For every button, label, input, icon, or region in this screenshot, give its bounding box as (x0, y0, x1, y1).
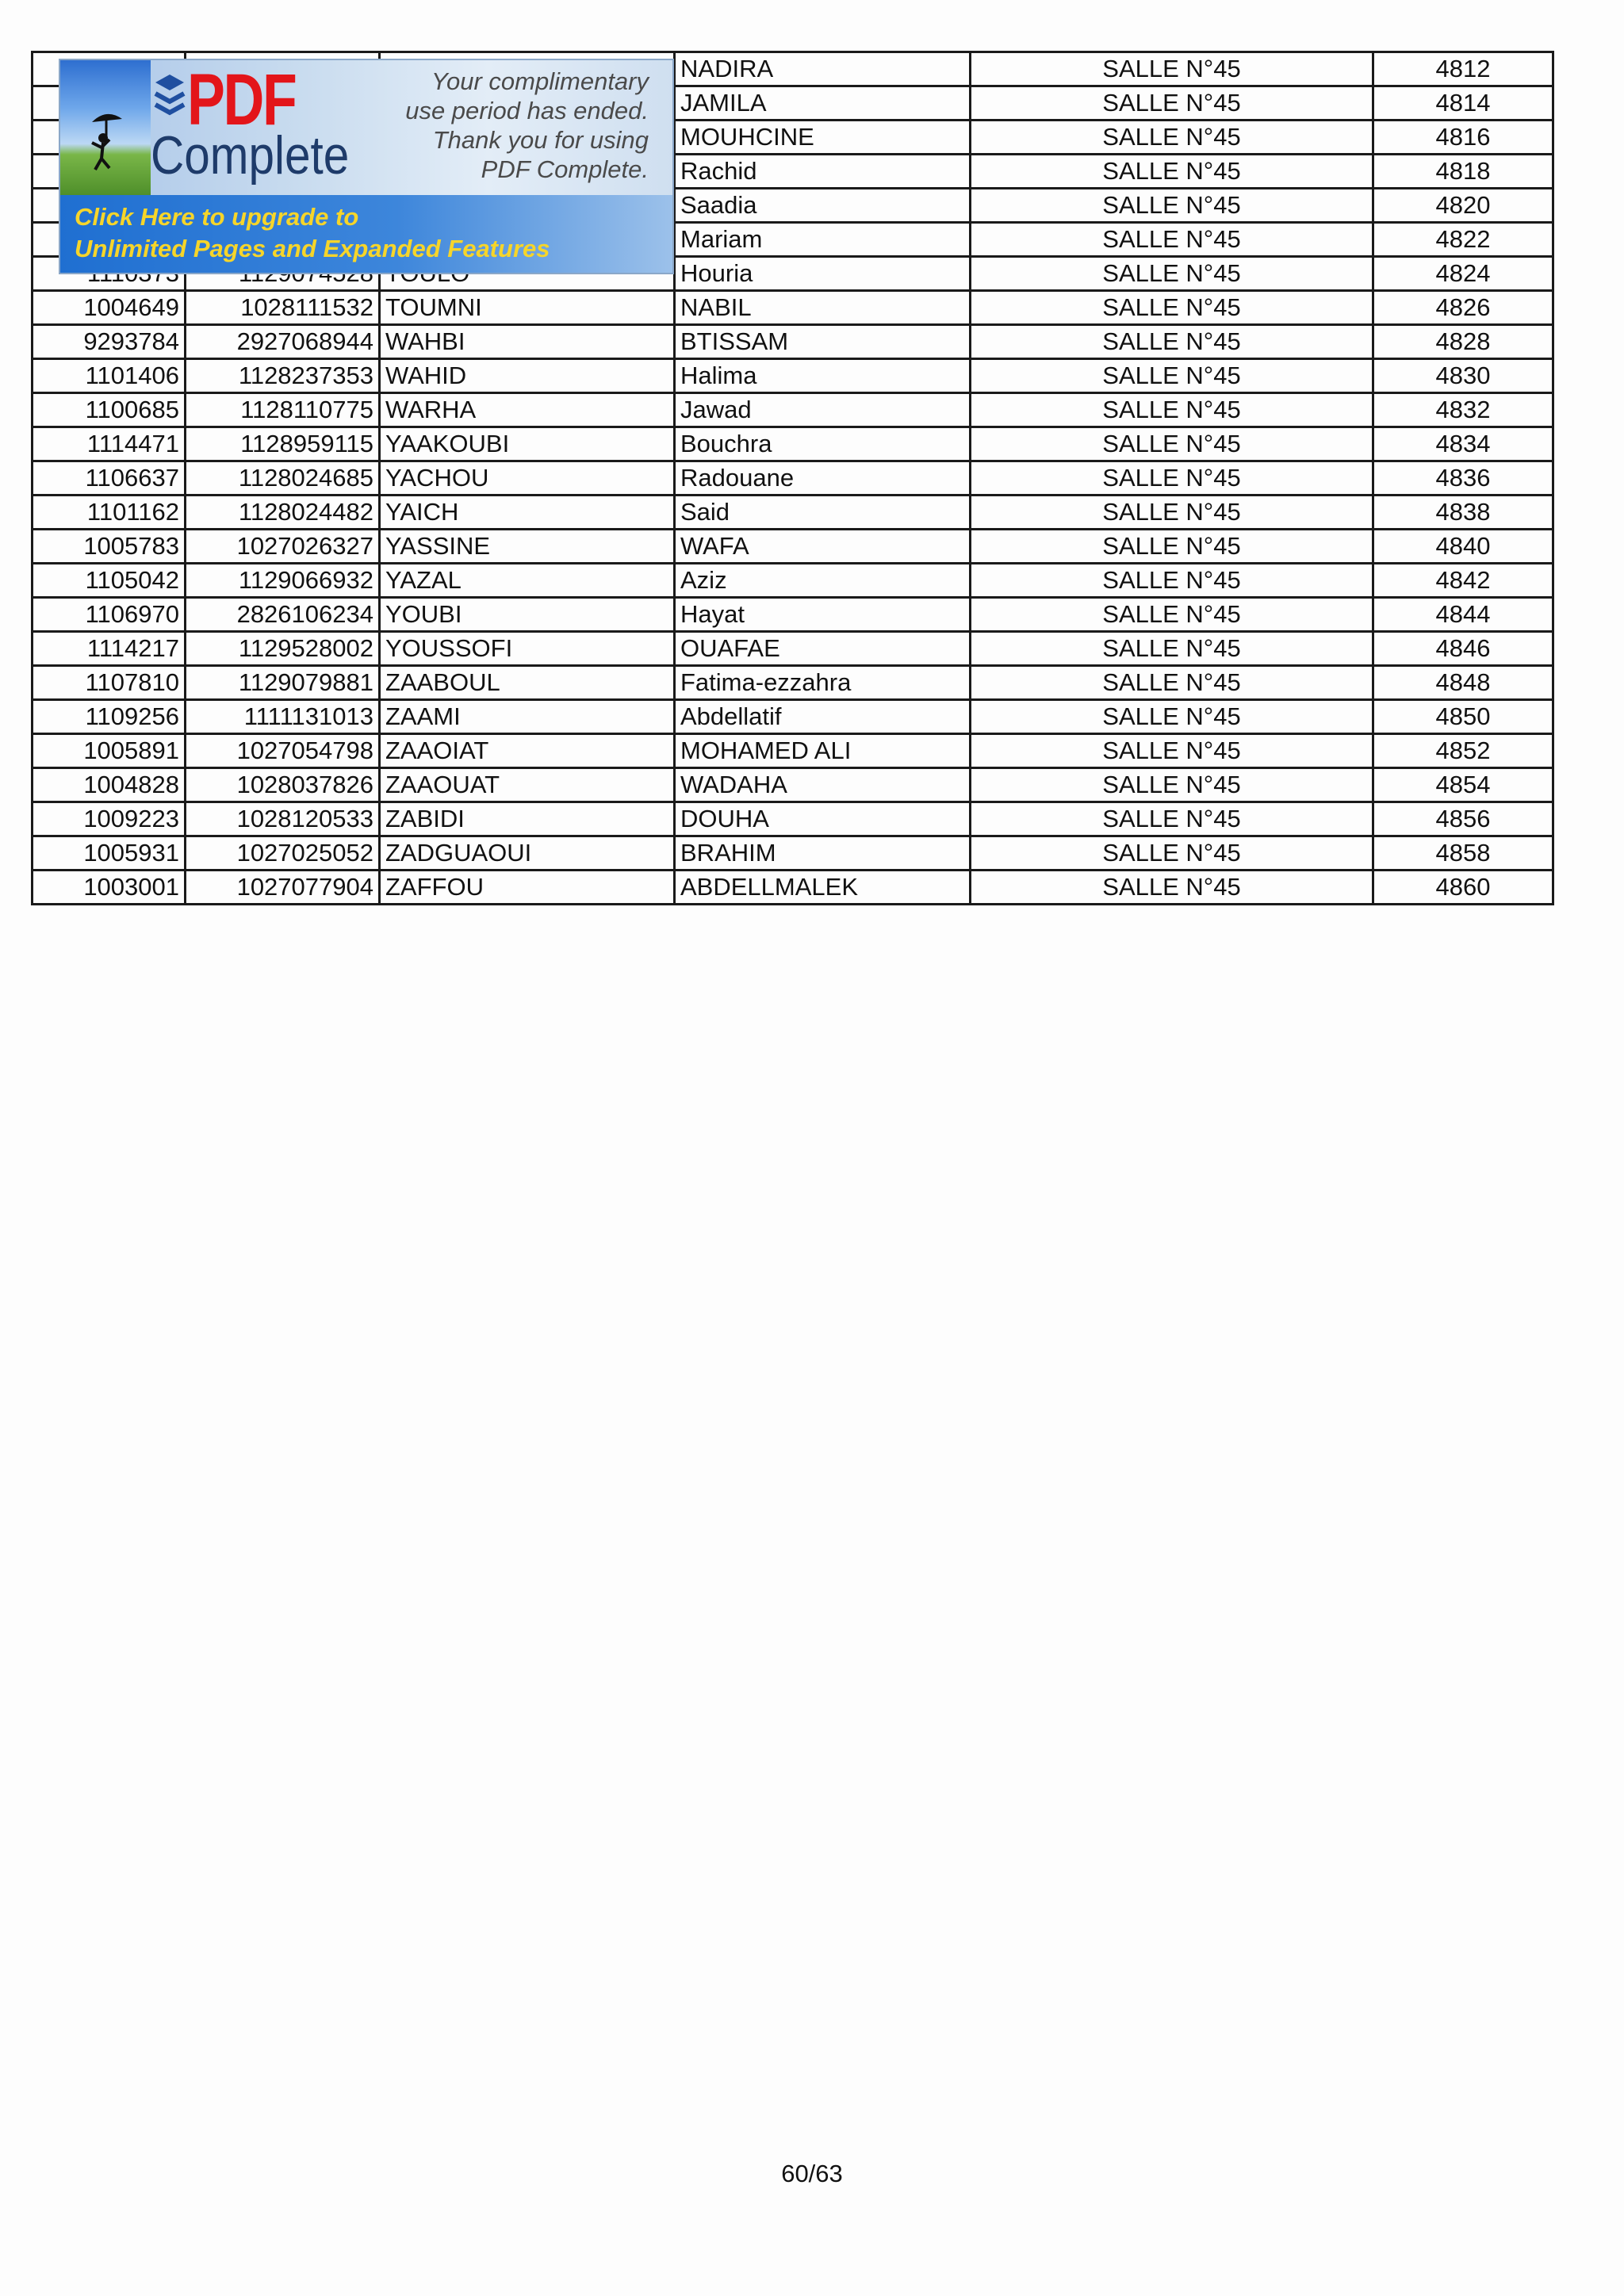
cell-number: 4826 (1373, 291, 1553, 325)
upgrade-link-line[interactable]: Click Here to upgrade to (75, 203, 359, 231)
table-row (33, 598, 1553, 632)
cell-last-name: ZAFFOU (380, 871, 675, 905)
cell-id: 1101406 (33, 359, 186, 393)
cell-code: 1129528002 (186, 632, 380, 666)
cell-id: 1114471 (33, 427, 186, 461)
cell-code: 1111131013 (186, 700, 380, 734)
cell-first-name: Halima (675, 359, 971, 393)
cell-room: SALLE N°45 (971, 632, 1373, 666)
cell-last-name: YAZAL (380, 564, 675, 598)
cell-first-name: Said (675, 496, 971, 530)
cell-number: 4820 (1373, 189, 1553, 223)
cell-first-name: ABDELLMALEK (675, 871, 971, 905)
cell-number: 4860 (1373, 871, 1553, 905)
cell-code: 2927068944 (186, 325, 380, 359)
cell-number: 4812 (1373, 52, 1553, 86)
table-row (33, 700, 1553, 734)
cell-id: 1005891 (33, 734, 186, 768)
cell-number: 4818 (1373, 155, 1553, 189)
cell-room: SALLE N°45 (971, 564, 1373, 598)
cell-last-name: YACHOU (380, 461, 675, 496)
cell-last-name: YAAKOUBI (380, 427, 675, 461)
cell-room: SALLE N°45 (971, 700, 1373, 734)
cell-code: 2826106234 (186, 598, 380, 632)
cell-code: 1128024482 (186, 496, 380, 530)
cell-room: SALLE N°45 (971, 530, 1373, 564)
layers-logo-icon (152, 71, 187, 124)
cell-first-name: Mariam (675, 223, 971, 257)
cell-id: 1004649 (33, 291, 186, 325)
cell-number: 4834 (1373, 427, 1553, 461)
cell-room: SALLE N°45 (971, 393, 1373, 427)
cell-last-name: ZADGUAOUI (380, 836, 675, 871)
cell-code: 1128959115 (186, 427, 380, 461)
cell-room: SALLE N°45 (971, 325, 1373, 359)
cell-first-name: BTISSAM (675, 325, 971, 359)
cell-room: SALLE N°45 (971, 52, 1373, 86)
cell-code: 1028037826 (186, 768, 380, 802)
cell-code: 1128110775 (186, 393, 380, 427)
cell-first-name: NABIL (675, 291, 971, 325)
banner-logo-complete: Complete (151, 125, 350, 186)
cell-code: 1027054798 (186, 734, 380, 768)
table-row (33, 734, 1553, 768)
cell-room: SALLE N°45 (971, 871, 1373, 905)
cell-first-name: MOHAMED ALI (675, 734, 971, 768)
cell-id: 1101162 (33, 496, 186, 530)
cell-first-name: MOUHCINE (675, 121, 971, 155)
cell-code: 1128024685 (186, 461, 380, 496)
cell-last-name: YOUSSOFI (380, 632, 675, 666)
banner-logo-pdf: PDF (187, 59, 296, 140)
cell-number: 4822 (1373, 223, 1553, 257)
cell-first-name: JAMILA (675, 86, 971, 121)
cell-first-name: OUAFAE (675, 632, 971, 666)
cell-first-name: BRAHIM (675, 836, 971, 871)
banner-message-line: Your complimentary (431, 67, 649, 95)
banner-message-line: Thank you for using (432, 126, 649, 154)
cell-code: 1027077904 (186, 871, 380, 905)
table-row (33, 871, 1553, 905)
table-row (33, 427, 1553, 461)
banner-message-line: use period has ended. (405, 97, 649, 124)
cell-last-name: WAHID (380, 359, 675, 393)
pdf-complete-upgrade-banner[interactable] (59, 59, 674, 274)
umbrella-jumper-image (60, 60, 151, 195)
cell-room: SALLE N°45 (971, 359, 1373, 393)
cell-number: 4856 (1373, 802, 1553, 836)
page-number: 60/63 (781, 2160, 843, 2187)
cell-first-name: Abdellatif (675, 700, 971, 734)
cell-number: 4844 (1373, 598, 1553, 632)
table-row (33, 496, 1553, 530)
cell-number: 4816 (1373, 121, 1553, 155)
upgrade-link-line[interactable]: Unlimited Pages and Expanded Features (75, 235, 550, 262)
cell-last-name: ZAAOIAT (380, 734, 675, 768)
cell-id: 1009223 (33, 802, 186, 836)
cell-room: SALLE N°45 (971, 598, 1373, 632)
cell-room: SALLE N°45 (971, 189, 1373, 223)
cell-first-name: Saadia (675, 189, 971, 223)
cell-number: 4840 (1373, 530, 1553, 564)
cell-first-name: Jawad (675, 393, 971, 427)
cell-room: SALLE N°45 (971, 496, 1373, 530)
cell-id: 1107810 (33, 666, 186, 700)
cell-first-name: Bouchra (675, 427, 971, 461)
cell-first-name: Hayat (675, 598, 971, 632)
cell-last-name: ZAABOUL (380, 666, 675, 700)
cell-last-name: ZABIDI (380, 802, 675, 836)
upgrade-link-area[interactable] (60, 195, 672, 274)
cell-number: 4836 (1373, 461, 1553, 496)
cell-number: 4848 (1373, 666, 1553, 700)
cell-code: 1028120533 (186, 802, 380, 836)
cell-last-name: ZAAOUAT (380, 768, 675, 802)
table-row (33, 325, 1553, 359)
cell-id: 1100685 (33, 393, 186, 427)
cell-first-name: WADAHA (675, 768, 971, 802)
cell-code: 1129066932 (186, 564, 380, 598)
cell-last-name: TOUMNI (380, 291, 675, 325)
cell-number: 4846 (1373, 632, 1553, 666)
cell-number: 4832 (1373, 393, 1553, 427)
cell-room: SALLE N°45 (971, 291, 1373, 325)
cell-room: SALLE N°45 (971, 257, 1373, 291)
banner-message (405, 67, 649, 184)
cell-number: 4852 (1373, 734, 1553, 768)
cell-first-name: Radouane (675, 461, 971, 496)
cell-id: 1005931 (33, 836, 186, 871)
cell-room: SALLE N°45 (971, 802, 1373, 836)
cell-code: 1129079881 (186, 666, 380, 700)
cell-code: 1027025052 (186, 836, 380, 871)
cell-last-name: YOUBI (380, 598, 675, 632)
cell-number: 4858 (1373, 836, 1553, 871)
cell-id: 1004828 (33, 768, 186, 802)
cell-room: SALLE N°45 (971, 121, 1373, 155)
cell-last-name: WARHA (380, 393, 675, 427)
table-row (33, 393, 1553, 427)
cell-id: 1003001 (33, 871, 186, 905)
cell-number: 4824 (1373, 257, 1553, 291)
cell-id: 1109256 (33, 700, 186, 734)
table-row (33, 530, 1553, 564)
cell-id: 1105042 (33, 564, 186, 598)
cell-code: 1128237353 (186, 359, 380, 393)
cell-first-name: NADIRA (675, 52, 971, 86)
cell-first-name: Rachid (675, 155, 971, 189)
cell-number: 4814 (1373, 86, 1553, 121)
cell-last-name: WAHBI (380, 325, 675, 359)
table-row (33, 564, 1553, 598)
table-row (33, 291, 1553, 325)
table-row (33, 359, 1553, 393)
cell-code: 1027026327 (186, 530, 380, 564)
cell-first-name: DOUHA (675, 802, 971, 836)
cell-code: 1028111532 (186, 291, 380, 325)
cell-first-name: WAFA (675, 530, 971, 564)
table-row (33, 836, 1553, 871)
cell-number: 4828 (1373, 325, 1553, 359)
cell-room: SALLE N°45 (971, 666, 1373, 700)
cell-id: 9293784 (33, 325, 186, 359)
cell-id: 1005783 (33, 530, 186, 564)
cell-room: SALLE N°45 (971, 427, 1373, 461)
cell-number: 4830 (1373, 359, 1553, 393)
cell-first-name: Aziz (675, 564, 971, 598)
cell-room: SALLE N°45 (971, 461, 1373, 496)
table-row (33, 802, 1553, 836)
cell-id: 1106637 (33, 461, 186, 496)
cell-last-name: YASSINE (380, 530, 675, 564)
cell-first-name: Fatima-ezzahra (675, 666, 971, 700)
cell-last-name: ZAAMI (380, 700, 675, 734)
cell-last-name: YAICH (380, 496, 675, 530)
cell-room: SALLE N°45 (971, 836, 1373, 871)
cell-number: 4842 (1373, 564, 1553, 598)
cell-id: 1106970 (33, 598, 186, 632)
table-row (33, 768, 1553, 802)
cell-number: 4838 (1373, 496, 1553, 530)
cell-room: SALLE N°45 (971, 155, 1373, 189)
banner-message-line: PDF Complete. (481, 155, 649, 183)
cell-number: 4854 (1373, 768, 1553, 802)
cell-room: SALLE N°45 (971, 86, 1373, 121)
cell-room: SALLE N°45 (971, 734, 1373, 768)
cell-room: SALLE N°45 (971, 768, 1373, 802)
table-row (33, 666, 1553, 700)
cell-room: SALLE N°45 (971, 223, 1373, 257)
cell-first-name: Houria (675, 257, 971, 291)
table-row (33, 461, 1553, 496)
cell-number: 4850 (1373, 700, 1553, 734)
table-row (33, 632, 1553, 666)
upgrade-link[interactable] (75, 201, 550, 265)
cell-id: 1114217 (33, 632, 186, 666)
